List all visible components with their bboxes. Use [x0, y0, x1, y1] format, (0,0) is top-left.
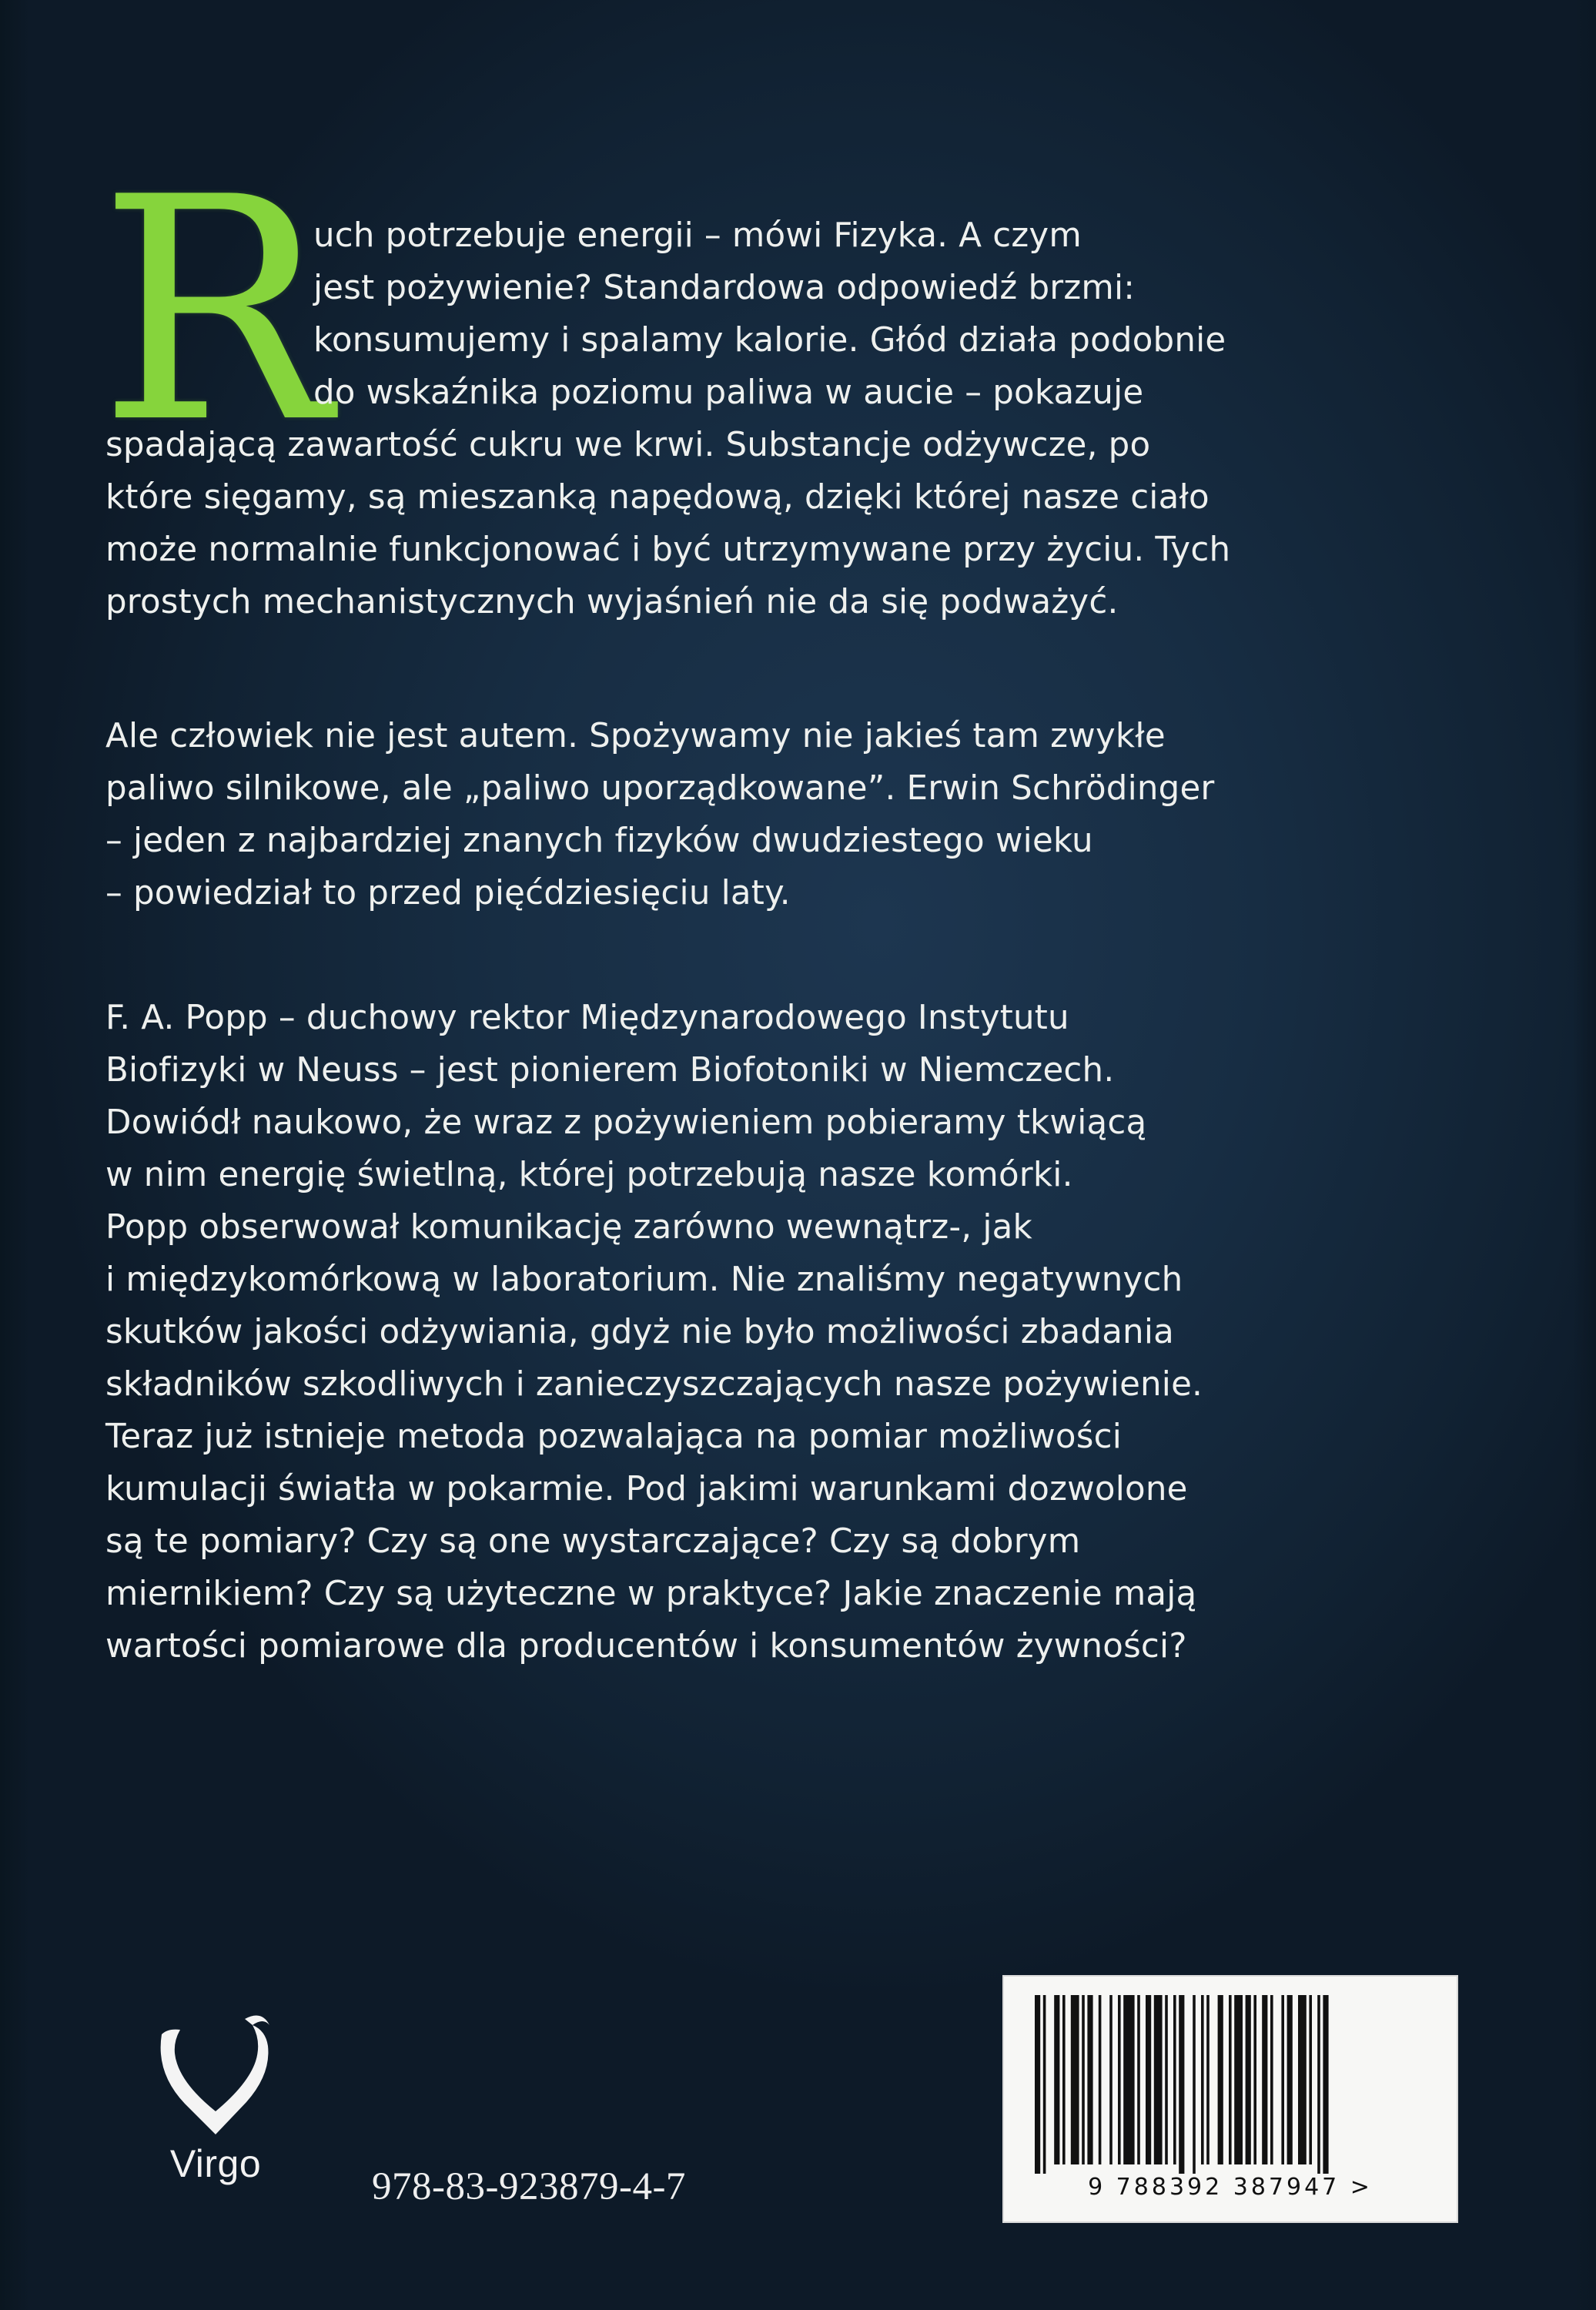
text-line: F. A. Popp – duchowy rektor Międzynarodowego Instytutu [105, 999, 1069, 1037]
barcode-bar [1123, 1995, 1134, 2164]
text-line: miernikiem? Czy są użyteczne w praktyce? Jakie znaczenie mają [105, 1575, 1197, 1613]
text-line: kumulacji światła w pokarmie. Pod jakimi warunkami dozwolone [105, 1470, 1188, 1508]
barcode-bar [1218, 1995, 1223, 2164]
text-line: są te pomiary? Czy są one wystarczające? Czy są dobrym [105, 1522, 1081, 1561]
text-line: Biofizyki w Neuss – jest pionierem Biofotoniki w Niemczech. [105, 1051, 1115, 1090]
publisher-name: Virgo [169, 2142, 262, 2185]
text-line: wartości pomiarowe dla producentów i konsumentów żywności? [105, 1627, 1187, 1666]
text-line: Dowiódł naukowo, że wraz z pożywieniem pobieramy tkwiącą [105, 1103, 1147, 1142]
barcode-bar [1109, 1995, 1113, 2164]
barcode-bar [1262, 1995, 1267, 2164]
cover-left-edge [0, 0, 31, 2310]
barcode-bar [1179, 1995, 1184, 2174]
text-line: do wskaźnika poziomu paliwa w aucie – pokazuje [313, 373, 1144, 412]
text-line: w nim energię świetlną, której potrzebują nasze komórki. [105, 1156, 1073, 1194]
barcode-bar [1099, 1995, 1102, 2164]
text-line: spadającą zawartość cukru we krwi. Substancje odżywcze, po [105, 426, 1151, 464]
barcode-bar [1054, 1995, 1059, 2164]
barcode-bar [1253, 1995, 1256, 2164]
blurb-paragraph-2 [105, 710, 1491, 919]
barcode-digits: 9 788392 387947 > [1088, 2174, 1373, 2201]
text-line: konsumujemy i spalamy kalorie. Głód działa podobnie [313, 321, 1226, 360]
barcode-bar [1234, 1995, 1243, 2164]
barcode-bar [1154, 1995, 1163, 2164]
barcode-label [1002, 1975, 1458, 2223]
barcode-bar [1206, 1995, 1210, 2164]
barcode-bar [1146, 1995, 1151, 2164]
barcode-bar [1309, 1995, 1312, 2164]
blurb-paragraph-3 [105, 992, 1491, 1672]
text-line: jest pożywienie? Standardowa odpowiedź brzmi: [313, 269, 1136, 307]
barcode-bar [1043, 1995, 1046, 2174]
barcode-bar [1062, 1995, 1066, 2164]
barcode-bar [1035, 1995, 1040, 2174]
isbn-number: 978-83-923879-4-7 [372, 2165, 686, 2208]
barcode-bar [1201, 1995, 1204, 2164]
text-line: składników szkodliwych i zanieczyszczających nasze pożywienie. [105, 1365, 1203, 1404]
text-line: uch potrzebuje energii – mówi Fizyka. A czym [313, 216, 1082, 255]
barcode-bar [1071, 1995, 1079, 2164]
barcode-bar [1281, 1995, 1284, 2164]
barcode-bar [1246, 1995, 1251, 2164]
barcode-bar [1270, 1995, 1273, 2164]
text-line: może normalnie funkcjonować i być utrzymywane przy życiu. Tych [105, 531, 1231, 569]
cover-right-edge [1573, 0, 1596, 2310]
text-line: które sięgamy, są mieszanką napędową, dzięki której nasze ciało [105, 478, 1210, 517]
text-line: Ale człowiek nie jest autem. Spożywamy nie jakieś tam zwykłe [105, 717, 1166, 755]
text-line: – jeden z najbardziej znanych fizyków dwudziestego wieku [105, 822, 1093, 860]
text-line: – powiedział to przed pięćdziesięciu laty. [105, 874, 791, 912]
barcode-bar [1317, 1995, 1320, 2174]
text-line: skutków jakości odżywiania, gdyż nie było możliwości zbadania [105, 1313, 1174, 1351]
text-line: Popp obserwował komunikację zarówno wewnątrz-, jak [105, 1208, 1032, 1247]
barcode-bar [1298, 1995, 1307, 2164]
text-line: paliwo silnikowe, ale „paliwo uporządkowane”. Erwin Schrödinger [105, 769, 1215, 808]
barcode-bar [1165, 1995, 1168, 2164]
barcode-bar [1087, 1995, 1092, 2164]
barcode-bar [1323, 1995, 1328, 2174]
text-line: i międzykomórkową w laboratorium. Nie znaliśmy negatywnych [105, 1260, 1183, 1299]
barcode-bar [1193, 1995, 1196, 2174]
barcode-icon [1035, 1995, 1426, 2174]
text-line: prostych mechanistycznych wyjaśnień nie da się podważyć. [105, 583, 1119, 621]
drop-cap-letter: R [99, 132, 331, 490]
text-line: Teraz już istnieje metoda pozwalająca na pomiar możliwości [105, 1418, 1122, 1456]
barcode-bar [1229, 1995, 1232, 2164]
barcode-bar [1082, 1995, 1085, 2164]
barcode-bar [1173, 1995, 1176, 2164]
blurb-paragraph-1 [105, 209, 1491, 628]
barcode-bar [1137, 1995, 1140, 2164]
barcode-bar [1287, 1995, 1293, 2164]
barcode-bar [1118, 1995, 1121, 2164]
